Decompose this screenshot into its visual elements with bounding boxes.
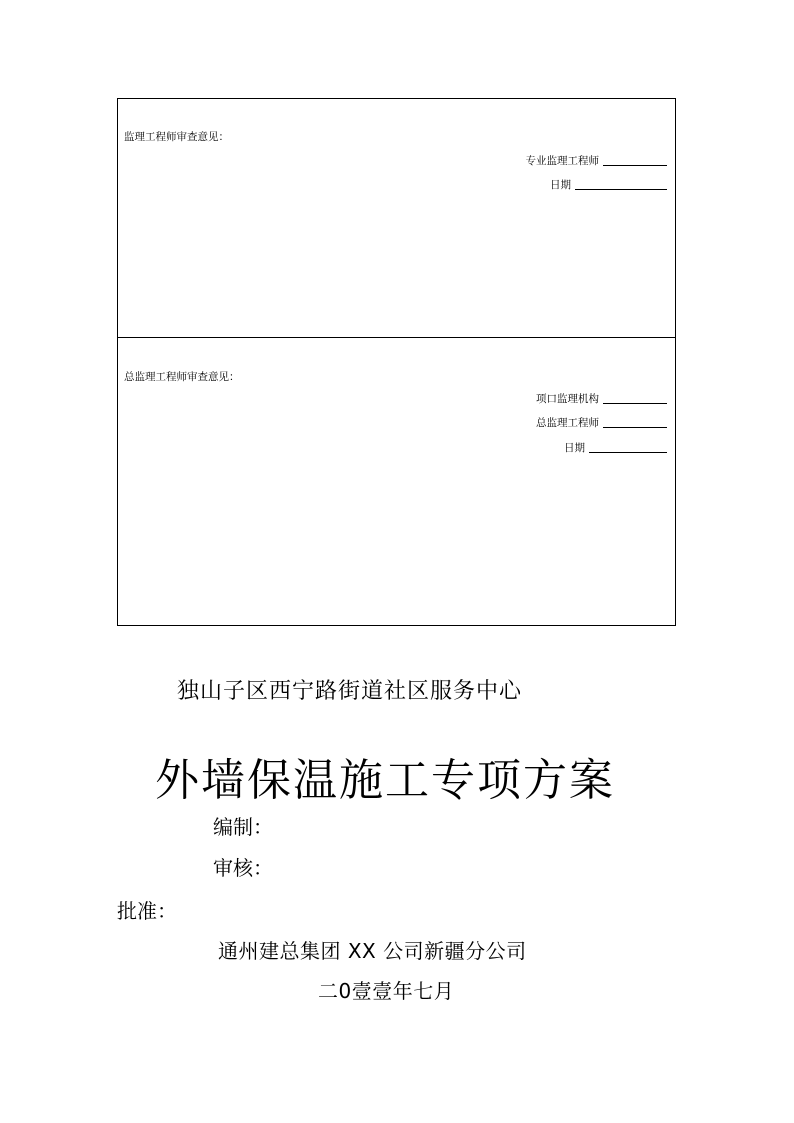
supervisor-signer-label: 专业监理工程师: [525, 155, 599, 167]
supervisor-signature-line: [603, 164, 667, 166]
approval-form: [117, 98, 676, 626]
compiled-by-label: 编制：: [213, 815, 273, 839]
chief-signer-label: 总监理工程师: [536, 417, 599, 429]
chief-review-heading: 总监理工程师审查意见：: [124, 371, 240, 383]
document-title: 外墙保温施工专项方案: [155, 755, 615, 806]
section-divider: [118, 337, 675, 338]
organization-title: 独山子区西宁路街道社区服务中心: [177, 679, 523, 704]
approved-by-label: 批准：: [117, 899, 177, 923]
supervisor-date-label: 日期: [550, 179, 571, 191]
chief-date-line: [589, 451, 667, 453]
supervisor-date-row: [550, 177, 667, 192]
document-date: 二0壹壹年七月: [318, 979, 455, 1003]
reviewed-by-label: 审核：: [213, 856, 273, 880]
chief-date-row: [564, 440, 667, 455]
supervisor-review-heading: 监理工程师审查意见：: [124, 131, 229, 143]
supervisor-date-line: [575, 188, 667, 190]
project-org-row: [536, 391, 667, 406]
project-org-line: [603, 402, 667, 404]
chief-signature-row: [536, 415, 667, 430]
chief-signature-line: [603, 426, 667, 428]
chief-date-label: 日期: [564, 442, 585, 454]
project-org-label: 项口监理机构: [536, 393, 599, 405]
company-name: 通州建总集团 XX 公司新疆分公司: [218, 939, 527, 963]
supervisor-signature-row: [526, 153, 668, 168]
